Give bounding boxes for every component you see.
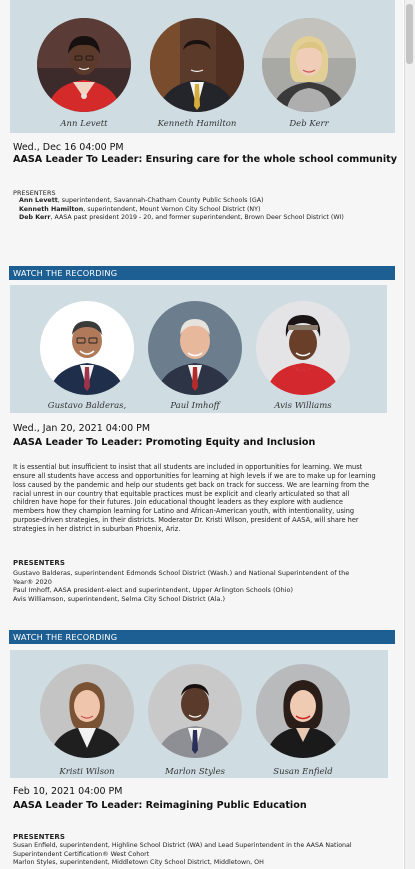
presenters-heading: PRESENTERS <box>13 189 56 197</box>
event-description: It is essential but insufficient to insist that all students are included in opportunities for learning. We must ensure all students have access and opportunities for learning at high levels if we are to make up for learning loss caused by the pandemic and help our students get back on track for success. We are learning from the racial unrest in our country that equitable practices must be explicit and clearly articulated so that all children have hope for their futures. Join educational thought leaders as they explore with audience members how they champion learning for Latino and African-American youth, with intentionality, using purpose-driven strategies, in their districts. Moderator Dr. Kristi Wilson, president of AASA, will share her strategies in her district in suburban Phoenix, Ariz. <box>13 463 376 533</box>
speaker-signature: Paul Imhoff <box>170 401 220 411</box>
speaker-signature: Marlon Styles <box>165 767 225 777</box>
speaker-photo <box>256 301 350 395</box>
event-title[interactable]: AASA Leader To Leader: Promoting Equity and Inclusion <box>13 437 316 448</box>
speaker-photo <box>150 18 244 112</box>
event-title[interactable]: AASA Leader To Leader: Ensuring care for the whole school community <box>13 154 397 165</box>
speaker-photo-band <box>10 0 395 133</box>
watch-recording-button[interactable]: WATCH THE RECORDING <box>9 630 395 644</box>
speaker-photo <box>40 301 134 395</box>
speaker-signature: Kenneth Hamilton <box>157 119 237 129</box>
event-title[interactable]: AASA Leader To Leader: Reimagining Public Education <box>13 800 307 811</box>
presenter-entry: Gustavo Balderas, superintendent Edmonds School District (Wash.) and National Superintendent of the <box>13 569 350 577</box>
event-date: Wed., Jan 20, 2021 04:00 PM <box>13 423 151 434</box>
speaker-photo <box>256 664 350 758</box>
speaker-deb-kerr <box>262 18 356 130</box>
speaker-signature: Kristi Wilson <box>59 767 115 777</box>
presenters-list <box>13 842 398 868</box>
presenters-heading: PRESENTERS <box>13 559 65 567</box>
speaker-photo-band <box>10 650 388 778</box>
speaker-photo-band <box>10 285 387 413</box>
presenter-entry: Susan Enfield, superintendent, Highline School District (WA) and Lead Superintendent in the AASA National <box>13 842 352 849</box>
presenters-heading: PRESENTERS <box>13 833 65 841</box>
presenter-entry: Superintendent Certification® West Cohort <box>13 850 150 858</box>
presenter-entry: Deb Kerr, AASA past president 2019 - 20, and former superintendent, Brown Deer School District (WI) <box>19 214 344 222</box>
presenter-entry: Paul Imhoff, AASA president-elect and superintendent, Upper Arlington Schools (Ohio) <box>13 586 294 595</box>
speaker-signature: Deb Kerr <box>289 119 329 129</box>
presenters-list <box>13 569 398 603</box>
speaker-photo <box>40 664 134 758</box>
event-date: Feb 10, 2021 04:00 PM <box>13 786 123 797</box>
speaker-signature: Ann Levett <box>60 119 108 129</box>
vertical-scrollbar[interactable] <box>404 0 415 869</box>
speaker-photo <box>37 18 131 112</box>
speaker-signature: Gustavo Balderas, <box>47 401 127 411</box>
speaker-signature: Susan Enfield <box>273 767 333 777</box>
presenter-entry: Marlon Styles, superintendent, Middletown City School District, Middletown, OH <box>13 859 264 867</box>
presenter-entry: Kenneth Hamilton, superintendent, Mount Vernon City School District (NY) <box>19 205 261 213</box>
speaker-gustavo-balderas <box>40 301 134 413</box>
event-date: Wed., Dec 16 04:00 PM <box>13 142 124 153</box>
presenter-entry: Ann Levett, superintendent, Savannah-Chatham County Public Schools (GA) <box>19 197 264 204</box>
speaker-susan-enfield <box>256 664 350 778</box>
speaker-kristi-wilson <box>40 664 134 778</box>
watch-recording-button[interactable]: WATCH THE RECORDING <box>9 266 395 280</box>
scrollbar-thumb[interactable] <box>406 4 413 64</box>
speaker-ann-levett <box>37 18 131 130</box>
speaker-photo <box>148 664 242 758</box>
presenters-list <box>19 197 399 223</box>
speaker-avis-williams <box>256 301 350 413</box>
speaker-signature: Avis Williams <box>274 401 332 411</box>
presenter-entry: Year® 2020 <box>13 577 52 586</box>
presenter-entry: Avis Williamson, superintendent, Selma City School District (Ala.) <box>13 594 225 603</box>
speaker-photo <box>148 301 242 395</box>
speaker-kenneth-hamilton <box>150 18 244 130</box>
speaker-marlon-styles <box>148 664 242 778</box>
speaker-paul-imhoff <box>148 301 242 413</box>
speaker-photo <box>262 18 356 112</box>
